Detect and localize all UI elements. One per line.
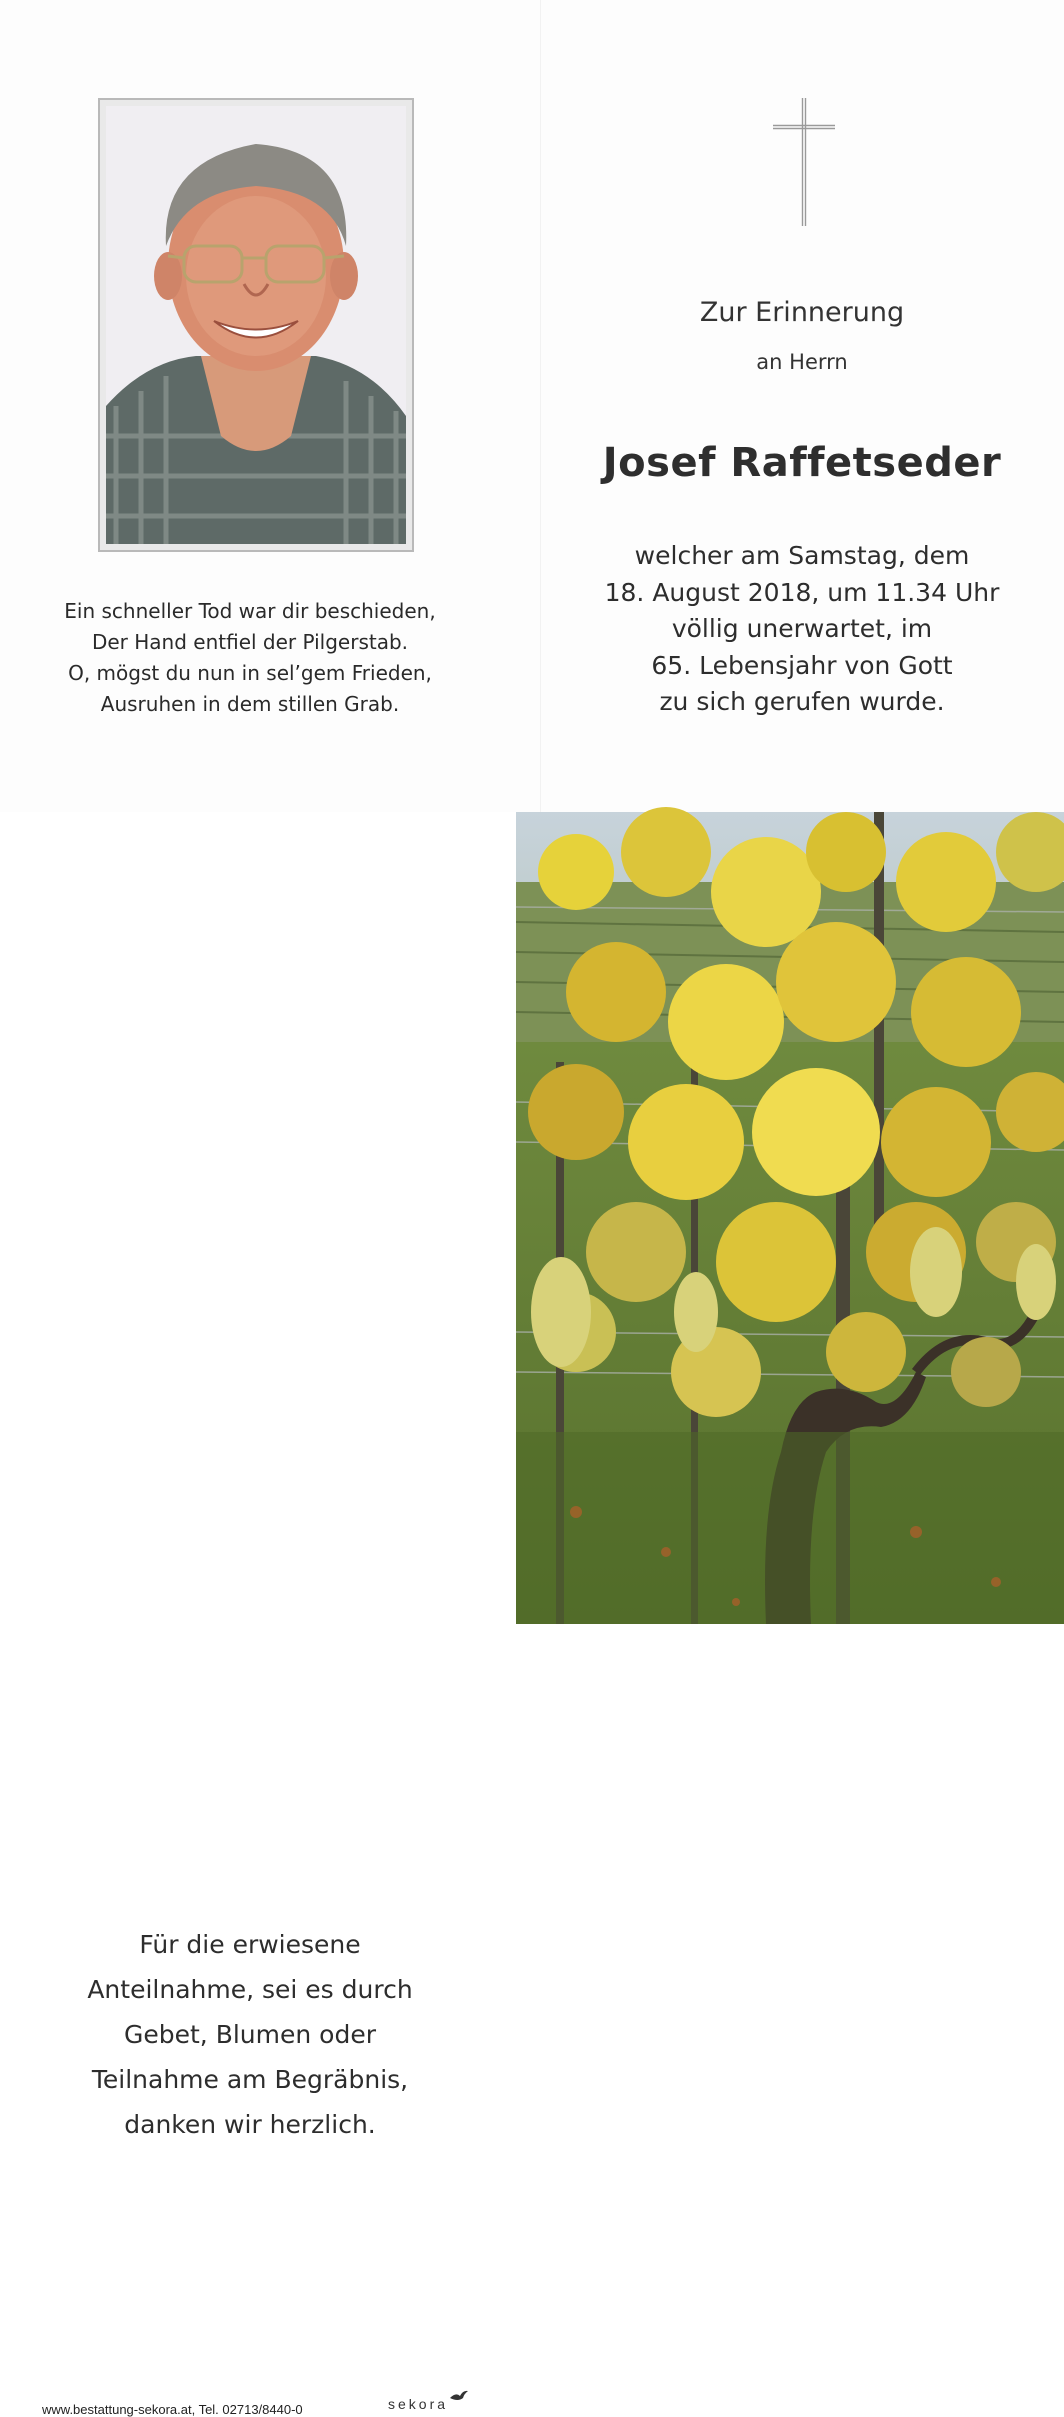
thanks-line: Teilnahme am Begräbnis, (91, 2065, 409, 2094)
thanks-line: Gebet, Blumen oder (124, 2020, 376, 2049)
thanks-line: danken wir herzlich. (124, 2110, 376, 2139)
verse-line: Ausruhen in dem stillen Grab. (100, 692, 400, 716)
details-line: zu sich gerufen wurde. (659, 687, 945, 716)
portrait-photo-frame (98, 98, 414, 552)
verse-line: Ein schneller Tod war dir beschieden, (64, 599, 436, 623)
verse-line: Der Hand entfiel der Pilgerstab. (91, 630, 409, 654)
details-line: welcher am Samstag, dem (634, 541, 970, 570)
cross-icon (773, 98, 835, 226)
deceased-name: Josef Raffetseder (602, 440, 1002, 486)
logo-text: sekora (388, 2396, 449, 2412)
thanks-line: Für die erwiesene (139, 1930, 361, 1959)
details-line: 18. August 2018, um 11.34 Uhr (604, 577, 1000, 607)
details-line: völlig unerwartet, im (671, 614, 933, 643)
bird-icon (450, 2390, 468, 2402)
funeral-home-contact: www.bestattung-sekora.at, Tel. 02713/8440-0 (42, 2402, 303, 2417)
thanks-text (40, 1922, 460, 2147)
fold-line (540, 0, 541, 812)
funeral-home-logo (388, 2396, 448, 2412)
memorial-verse (40, 596, 460, 720)
verse-line: O, mögst du nun in sel’gem Frieden, (68, 661, 432, 685)
thanks-line: Anteilnahme, sei es durch (87, 1975, 413, 2004)
details-line: 65. Lebensjahr von Gott (651, 650, 953, 680)
vineyard-image (516, 812, 1064, 1624)
card-front (0, 0, 1064, 812)
portrait-photo (106, 106, 406, 544)
memorial-details (560, 538, 1044, 721)
memorial-heading: Zur Erinnerung (699, 297, 905, 328)
memorial-salutation: an Herrn (756, 350, 848, 374)
